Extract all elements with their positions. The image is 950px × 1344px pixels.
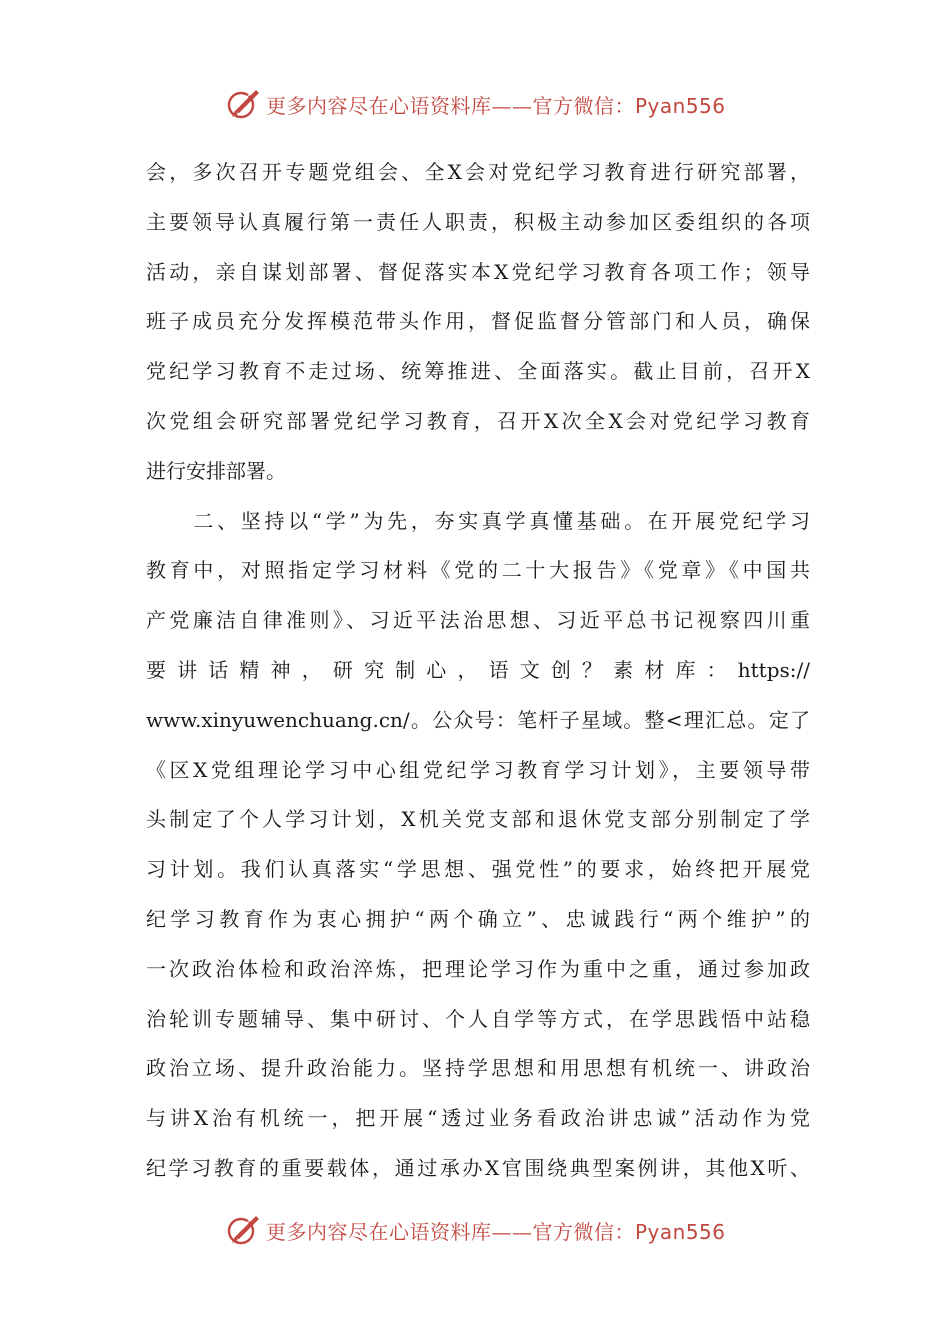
body-line: 政治立场、提升政治能力。坚持学思想和用思想有机统一、讲政治: [146, 1056, 810, 1081]
banner-wechat-id: Pyan556: [635, 1220, 726, 1244]
body-line: 主要领导认真履行第一责任人职责，积极主动参加区委组织的各项: [146, 209, 810, 234]
banner-text: [266, 1216, 726, 1245]
body-line: 要讲话精神，研究制心，语文创？素材库：https://: [146, 657, 810, 682]
banner-title: 更多内容尽在心语资料库: [266, 1220, 492, 1244]
body-line: 习计划。我们认真落实“学思想、强党性”的要求，始终把开展党: [146, 857, 810, 882]
banner-title: 更多内容尽在心语资料库: [266, 94, 492, 118]
body-line: 产党廉洁自律准则》、习近平法治思想、习近平总书记视察四川重: [146, 608, 810, 633]
body-line: 教育中，对照指定学习材料《党的二十大报告》《党章》《中国共: [146, 558, 810, 583]
body-line: 会，多次召开专题党组会、全X会对党纪学习教育进行研究部署，: [146, 160, 810, 184]
body-line: 二、坚持以“学”为先，夯实真学真懂基础。在开展党纪学习: [146, 508, 810, 533]
quill-logo-icon: [226, 86, 262, 120]
body-line: 纪学习教育的重要载体，通过承办X官围绕典型案例讲，其他X听、: [146, 1155, 810, 1180]
body-line: 治轮训专题辅导、集中研讨、个人自学等方式，在学思践悟中站稳: [146, 1006, 810, 1031]
banner-dash: ——: [491, 1220, 533, 1244]
banner-wechat-id: Pyan556: [635, 94, 726, 118]
header-banner: [0, 84, 950, 124]
document-body: [146, 148, 810, 1194]
body-line: 党纪学习教育不走过场、统筹推进、全面落实。截止目前，召开X: [146, 359, 810, 384]
banner-text: [266, 90, 726, 119]
body-line: 与讲X治有机统一，把开展“透过业务看政治讲忠诚”活动作为党: [146, 1106, 810, 1131]
body-line: 一次政治体检和政治淬炼，把理论学习作为重中之重，通过参加政: [146, 956, 810, 981]
body-line: 《区X党组理论学习中心组党纪学习教育学习计划》，主要领导带: [146, 757, 810, 782]
body-line: 班子成员充分发挥模范带头作用，督促监督分管部门和人员，确保: [146, 309, 810, 334]
banner-dash: ——: [491, 94, 533, 118]
body-line: 次党组会研究部署党纪学习教育，召开X次全X会对党纪学习教育: [146, 408, 810, 433]
body-line: www.xinyuwenchuang.cn/。公众号：笔杆子星域。整<理汇总。定了: [146, 707, 810, 732]
body-line: 纪学习教育作为衷心拥护“两个确立”、忠诚践行“两个维护”的: [146, 906, 810, 931]
body-line: 头制定了个人学习计划，X机关党支部和退休党支部分别制定了学: [146, 807, 810, 832]
body-line: 活动，亲自谋划部署、督促落实本X党纪学习教育各项工作；领导: [146, 259, 810, 284]
banner-wechat-label: 官方微信：: [532, 94, 635, 118]
body-line: 进行安排部署。: [146, 458, 286, 483]
banner-wechat-label: 官方微信：: [532, 1220, 635, 1244]
footer-banner: [0, 1210, 950, 1250]
quill-logo-icon: [226, 1212, 262, 1246]
